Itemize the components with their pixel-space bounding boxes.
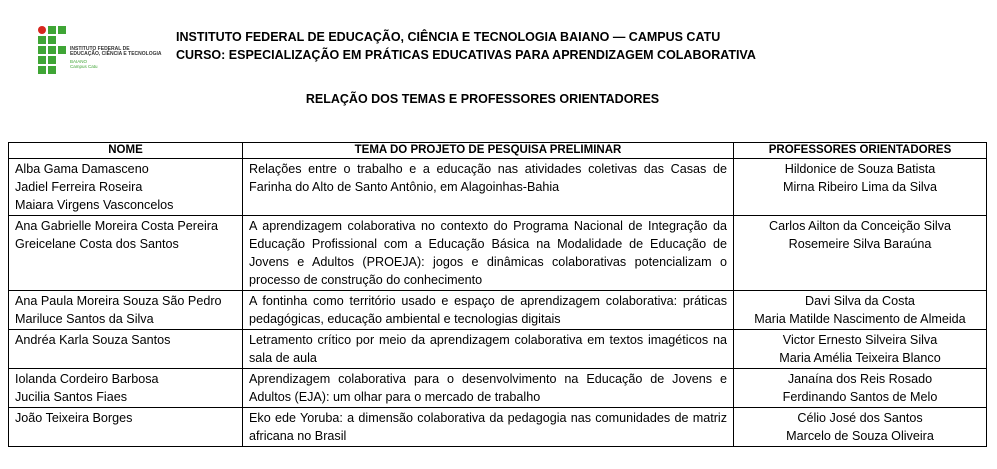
student-name: Jadiel Ferreira Roseira xyxy=(15,180,143,194)
logo-square xyxy=(38,46,46,54)
logo-square xyxy=(38,36,46,44)
theme-cell: Eko ede Yoruba: a dimensão colaborativa da pedagogia nas comunidades de matriz africana no Brasil xyxy=(243,408,734,447)
student-name: Iolanda Cordeiro Barbosa xyxy=(15,372,159,386)
advisor-name: Carlos Ailton da Conceição Silva xyxy=(768,219,951,233)
student-name: Greicelane Costa dos Santos xyxy=(15,237,179,251)
student-name: Maiara Virgens Vasconcelos xyxy=(15,198,174,212)
student-name: Ana Gabrielle Moreira Costa Pereira xyxy=(15,219,218,233)
theme-cell: Relações entre o trabalho e a educação nas atividades coletivas das Casas de Farinha do Alto de Santo Antônio, em Alagoinhas-Bahia xyxy=(243,159,734,216)
names-cell xyxy=(9,330,243,369)
names-cell xyxy=(9,159,243,216)
theme-cell: A fontinha como território usado e espaço de aprendizagem colaborativa: práticas pedagógicas, educação ambiental e tecnologias digitais xyxy=(243,291,734,330)
course-header: CURSO: ESPECIALIZAÇÃO EM PRÁTICAS EDUCATIVAS PARA APRENDIZAGEM COLABORATIVA xyxy=(176,48,756,62)
logo-square xyxy=(38,56,46,64)
student-name: Andréa Karla Souza Santos xyxy=(15,333,171,347)
table-row xyxy=(9,159,987,216)
advisor-name: Marcelo de Souza Oliveira xyxy=(786,429,934,443)
advisor-name: Maria Amélia Teixeira Blanco xyxy=(779,351,941,365)
student-name: Mariluce Santos da Silva xyxy=(15,312,154,326)
advisors-cell xyxy=(734,216,987,291)
logo-square xyxy=(48,56,56,64)
table-row xyxy=(9,408,987,447)
advisor-name: Rosemeire Silva Baraúna xyxy=(788,237,932,251)
names-cell xyxy=(9,369,243,408)
table-row xyxy=(9,330,987,369)
column-header-theme: TEMA DO PROJETO DE PESQUISA PRELIMINAR xyxy=(243,143,734,159)
theme-cell: A aprendizagem colaborativa no contexto do Programa Nacional de Integração da Educação Profissional com a Educação Básica na Modalidade de Educação de Jovens e Adultos (PROEJA): jogos e dinâmicas colaborativas potencializam o processo de construção do conhecimento xyxy=(243,216,734,291)
institution-header: INSTITUTO FEDERAL DE EDUCAÇÃO, CIÊNCIA E TECNOLOGIA BAIANO — CAMPUS CATU xyxy=(176,30,721,44)
advisors-cell xyxy=(734,408,987,447)
names-cell xyxy=(9,291,243,330)
table-header-row xyxy=(9,143,987,159)
student-name: Alba Gama Damasceno xyxy=(15,162,149,176)
advisor-name: Mirna Ribeiro Lima da Silva xyxy=(783,180,937,194)
logo-red-dot xyxy=(38,26,46,34)
logo-square xyxy=(48,66,56,74)
logo-square xyxy=(48,46,56,54)
logo-square xyxy=(48,36,56,44)
page-title: RELAÇÃO DOS TEMAS E PROFESSORES ORIENTADORES xyxy=(305,92,660,106)
advisor-name: Hildonice de Souza Batista xyxy=(784,162,936,176)
theme-cell: Aprendizagem colaborativa para o desenvolvimento na Educação de Jovens e Adultos (EJA): um olhar para o mercado de trabalho xyxy=(243,369,734,408)
column-header-advisors: PROFESSORES ORIENTADORES xyxy=(734,143,987,159)
table-row xyxy=(9,216,987,291)
logo-subtext: BAIANO Campus Catu xyxy=(70,59,98,69)
student-name: Jucilia Santos Fiaes xyxy=(15,390,127,404)
table-row xyxy=(9,369,987,408)
advisors-cell xyxy=(734,159,987,216)
student-name: Ana Paula Moreira Souza São Pedro xyxy=(15,294,222,308)
advisor-name: Victor Ernesto Silveira Silva xyxy=(782,333,938,347)
column-header-name: NOME xyxy=(9,143,243,159)
student-name: João Teixeira Borges xyxy=(15,411,133,425)
advisor-name: Ferdinando Santos de Melo xyxy=(782,390,938,404)
advisors-cell xyxy=(734,330,987,369)
advisor-name: Davi Silva da Costa xyxy=(805,294,915,308)
theme-cell: Letramento crítico por meio da aprendizagem colaborativa em textos imagéticos na sala de aula xyxy=(243,330,734,369)
institution-logo xyxy=(38,26,162,76)
logo-square xyxy=(58,46,66,54)
advisors-cell xyxy=(734,291,987,330)
advisor-name: Célio José dos Santos xyxy=(797,411,923,425)
advisors-cell xyxy=(734,369,987,408)
advisor-name: Maria Matilde Nascimento de Almeida xyxy=(754,312,966,326)
logo-square xyxy=(58,26,66,34)
logo-square xyxy=(48,26,56,34)
table-row xyxy=(9,291,987,330)
logo-square xyxy=(38,66,46,74)
themes-table xyxy=(8,142,987,447)
names-cell xyxy=(9,408,243,447)
logo-text: INSTITUTO FEDERAL DE EDUCAÇÃO, CIÊNCIA E TECNOLOGIA xyxy=(70,46,162,58)
advisor-name: Janaína dos Reis Rosado xyxy=(787,372,933,386)
names-cell xyxy=(9,216,243,291)
